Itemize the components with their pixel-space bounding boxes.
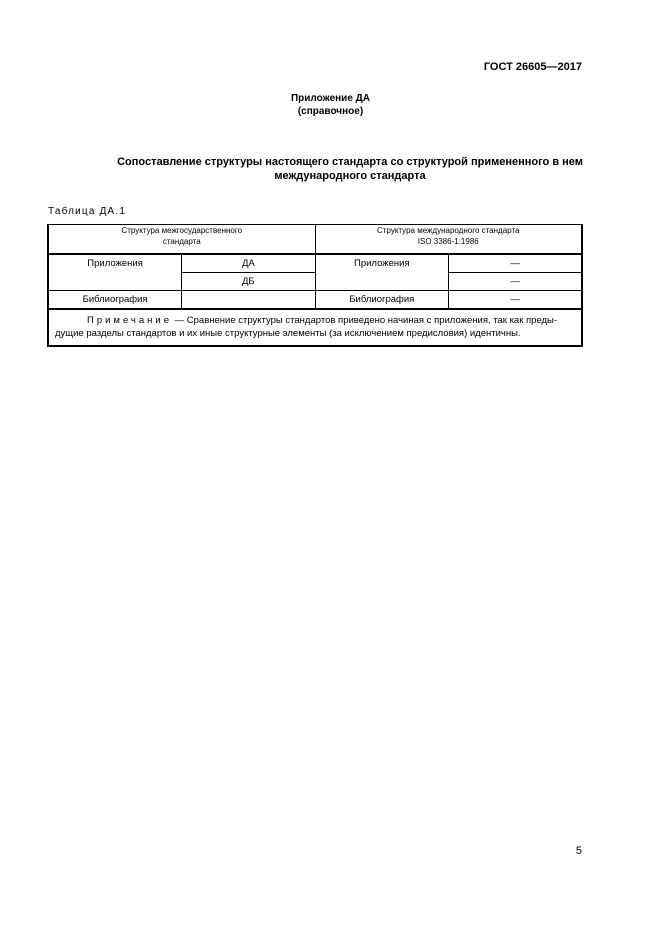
header-cell-international <box>315 225 582 255</box>
table-header-row <box>48 225 582 255</box>
table-cell: Приложения <box>315 254 449 291</box>
section-title <box>60 155 640 183</box>
header-international-line2: ISO 3386-1:1986 <box>417 237 479 246</box>
table-cell <box>182 291 315 310</box>
table-note-line2: дущие разделы стандартов и их иные структурные элементы (за исключением предисловия) идентичны. <box>55 328 521 339</box>
table-cell: — <box>449 291 582 310</box>
table-cell: Библиография <box>315 291 449 310</box>
table-note <box>48 309 582 346</box>
header-international-line1: Структура международного стандарта <box>377 226 520 235</box>
document-code: ГОСТ 26605—2017 <box>483 61 582 73</box>
section-title-line2: международного стандарта <box>274 170 426 182</box>
section-title-line1: Сопоставление структуры настоящего стандарта со структурой примененного в нем <box>117 156 583 168</box>
header-interstate-line1: Структура межгосударственного <box>121 226 243 235</box>
annex-heading <box>0 92 661 118</box>
note-dash: — <box>174 315 185 326</box>
table-note-row <box>48 309 582 346</box>
comparison-table <box>47 224 583 347</box>
page-number: 5 <box>575 845 582 857</box>
table-row <box>48 254 582 273</box>
table-cell: Библиография <box>48 291 182 310</box>
table-cell: Приложения <box>48 254 182 291</box>
table-note-line1 <box>55 314 575 327</box>
table-caption: Таблица ДА.1 <box>48 206 127 217</box>
table-cell: — <box>449 273 582 291</box>
note-text-line1: Сравнение структуры стандартов приведено начиная с приложения, так как преды- <box>186 315 558 326</box>
annex-subtitle: (справочное) <box>297 106 364 117</box>
table-cell: ДА <box>182 254 315 273</box>
header-cell-interstate <box>48 225 315 255</box>
annex-title: Приложение ДА <box>290 93 371 104</box>
header-interstate-line2: стандарта <box>162 237 201 246</box>
table-row <box>48 291 582 310</box>
note-label: Примечание <box>87 315 172 326</box>
table-cell: ДБ <box>182 273 315 291</box>
table-cell: — <box>449 254 582 273</box>
